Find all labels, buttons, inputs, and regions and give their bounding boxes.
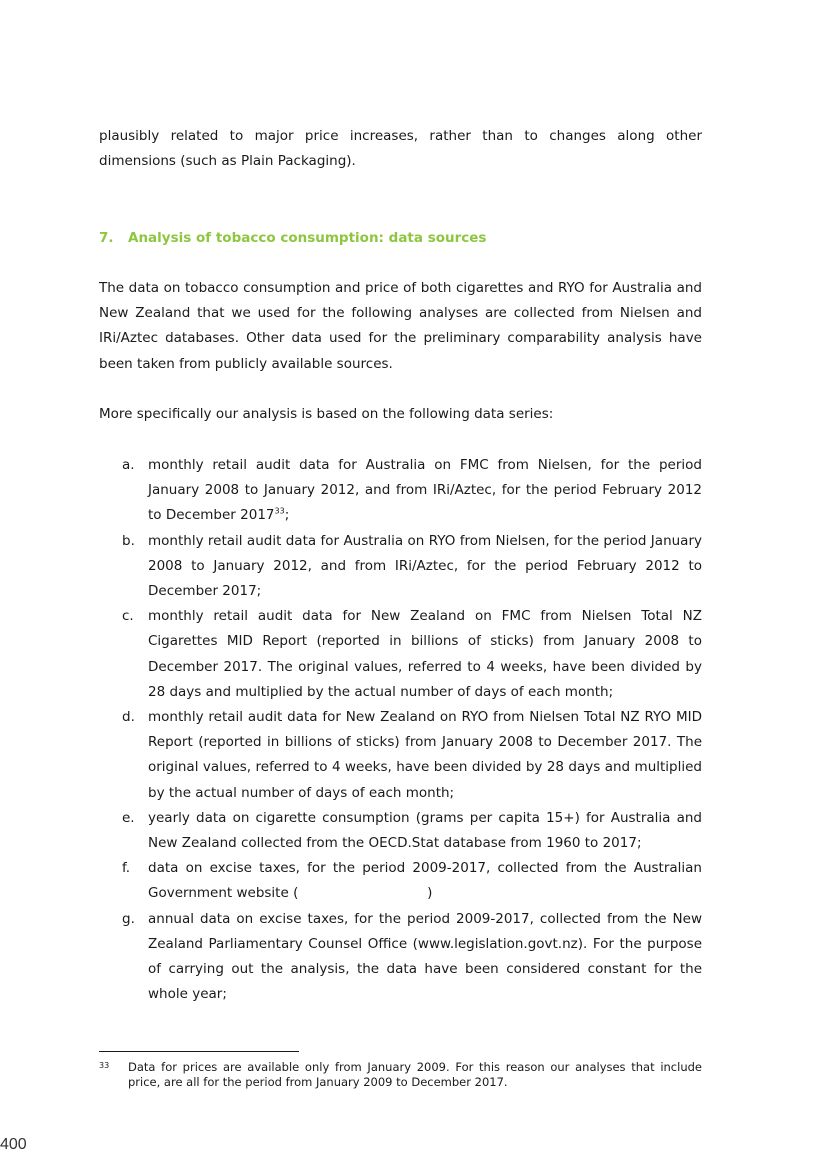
footnote-number: 33 <box>99 1061 110 1070</box>
list-item <box>99 453 702 529</box>
list-item-text: monthly retail audit data for New Zealand on FMC from Nielsen Total NZ Cigarettes MID Report (reported in billions of sticks) from January 2008 to December 2017. The original values, referred to 4 weeks, have been divided by 28 days and multiplied by the actual number of days of each month; <box>148 608 702 700</box>
list-item-text: data on excise taxes, for the period 2009-2017, collected from the Australian Government website ( ) <box>148 860 707 902</box>
list-marker: b. <box>122 532 135 549</box>
intro-paragraph: plausibly related to major price increases, rather than to changes along other dimensions (such as Plain Packaging). <box>99 128 702 170</box>
list-item-text: monthly retail audit data for Australia on RYO from Nielsen, for the period January 2008 to January 2012, and from IRi/Aztec, for the period February 2012 to December 2017; <box>148 532 702 600</box>
list-item <box>99 856 707 906</box>
series-intro-paragraph: More specifically our analysis is based on the following data series: <box>99 406 554 422</box>
footnote-reference[interactable]: 33 <box>274 506 285 516</box>
data-sources-paragraph: The data on tobacco consumption and price of both cigarettes and RYO for Australia and New Zealand that we used for the following analyses are collected from Nielsen and IRi/Aztec databases. Other data used for the preliminary comparability analysis have been taken from publicly available sources. <box>99 280 702 372</box>
list-marker: g. <box>122 910 135 927</box>
list-item <box>99 806 702 856</box>
list-item <box>99 604 702 705</box>
list-item-text: monthly retail audit data for New Zealand on RYO from Nielsen Total NZ RYO MID Report (reported in billions of sticks) from January 2008 to December 2017. The original values, referred to 4 weeks, have been divided by 28 days and multiplied by the actual number of days of each month; <box>148 709 702 801</box>
list-item-text: yearly data on cigarette consumption (grams per capita 15+) for Australia and New Zealand collected from the OECD.Stat database from 1960 to 2017; <box>148 809 702 852</box>
section-heading <box>99 226 486 251</box>
data-series-list <box>99 453 707 1007</box>
section-number: 7. <box>99 230 114 246</box>
footnote <box>99 1060 702 1090</box>
list-marker: a. <box>122 457 135 473</box>
section-title: Analysis of tobacco consumption: data sources <box>128 230 487 246</box>
list-item-suffix: ; <box>284 507 290 524</box>
list-marker: e. <box>122 809 135 826</box>
list-item <box>99 907 702 1008</box>
list-item-text: annual data on excise taxes, for the period 2009-2017, collected from the New Zealand Parliamentary Counsel Office (www.legislation.govt.nz). For the purpose of carrying out the analysis, the data have been considered constant for the whole year; <box>148 910 702 1003</box>
footnote-divider <box>99 1051 299 1052</box>
footnote-text: Data for prices are available only from January 2009. For this reason our analyses that include price, are all for the period from January 2009 to December 2017. <box>128 1060 702 1089</box>
page-number: 400 <box>0 1136 27 1153</box>
list-item <box>99 705 702 806</box>
list-item <box>99 529 702 605</box>
list-marker: f. <box>122 860 131 877</box>
list-item-text: monthly retail audit data for Australia on FMC from Nielsen, for the period January 2008 to January 2012, and from IRi/Aztec, for the period February 2012 to December 2017 <box>148 457 702 524</box>
list-marker: d. <box>122 709 135 726</box>
list-marker: c. <box>122 608 134 625</box>
